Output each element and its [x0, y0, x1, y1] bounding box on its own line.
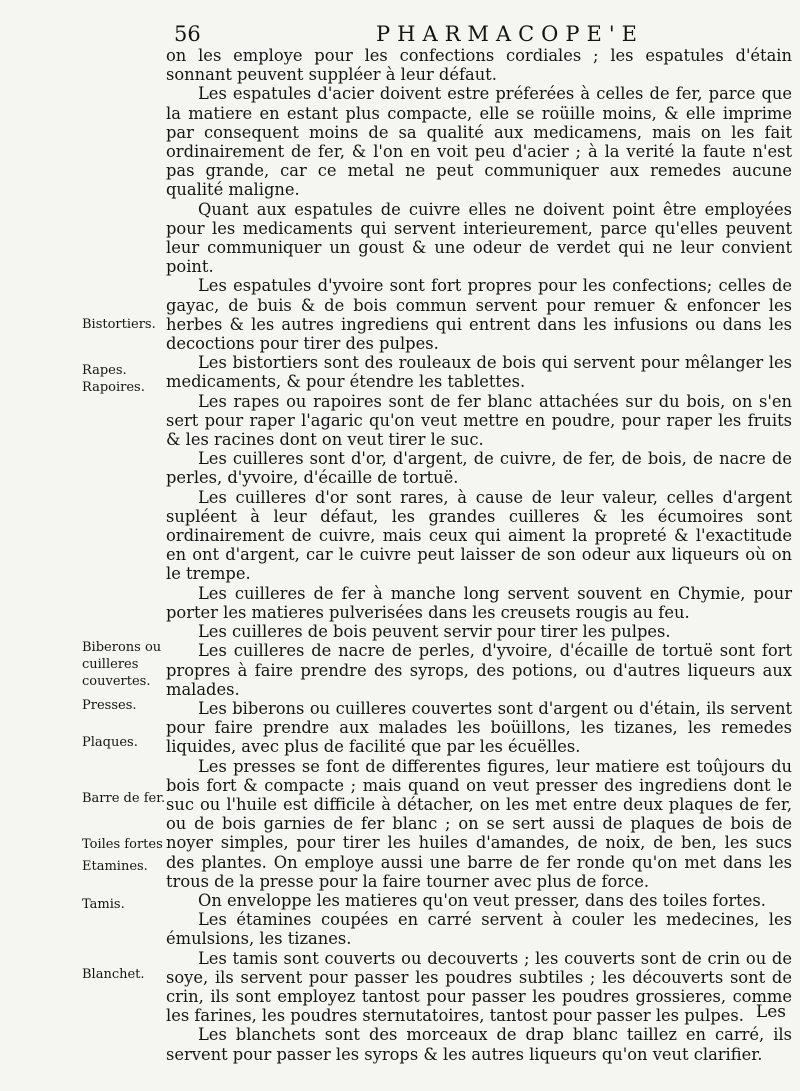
margin-note: Etamines.	[82, 859, 148, 874]
paragraph: Quant aux espatules de cuivre elles ne doivent point être employées pour les medicaments qui servent interieurement, parce qu'elles peuvent leur communiquer un goust & une odeur de verdet qui ne leur convient point.	[166, 199, 792, 277]
paragraph: Les cuilleres de nacre de perles, d'yvoire, d'écaille de tortuë sont fort propres à faire prendre des syrops, des potions, ou d'autres liqueurs aux malades.	[166, 641, 792, 699]
paragraph: Les cuilleres de fer à manche long servent souvent en Chymie, pour porter les matieres pulverisées dans les creusets rougis au feu.	[166, 583, 792, 622]
running-title: PHARMACOPE'E	[376, 22, 644, 46]
margin-note: Presses.	[82, 698, 137, 713]
page-number: 56	[174, 22, 201, 46]
paragraph: Les blanchets sont des morceaux de drap blanc taillez en carré, ils servent pour passer les syrops & les autres liqueurs qu'on veut clarifier.	[166, 1025, 792, 1064]
catchword: Les	[755, 1002, 786, 1022]
paragraph: Les bistortiers sont des rouleaux de bois qui servent pour mêlanger les medicaments, & pour étendre les tablettes.	[166, 353, 792, 392]
paragraph: Les cuilleres d'or sont rares, à cause de leur valeur, celles d'argent supléent à leur défaut, les grandes cuilleres & les écumoires sont ordinairement de cuivre, mais ceux qui aiment la propreté & l'exactitude en ont d'argent, car le cuivre peut laisser de son odeur aux liqueurs où on le trempe.	[166, 487, 792, 584]
margin-note: Barre de fer.	[82, 791, 166, 806]
margin-note: Plaques.	[82, 735, 138, 750]
paragraph: Les espatules d'acier doivent estre préferées à celles de fer, parce que la matiere en estant plus compacte, elle se roüille moins, & elle imprime par consequent moins de sa qualité aux medicamens, mais on les fait ordinairement de fer, & l'on en voit peu d'acier ; à la verité la faute n'est pas grande, car ce metal ne peut communiquer aux remedes aucune qualité maligne.	[166, 84, 792, 200]
paragraph: Les cuilleres de bois peuvent servir pour tirer les pulpes.	[198, 622, 671, 642]
paragraph: Les rapes ou rapoires sont de fer blanc attachées sur du bois, on s'en sert pour raper l'agaric qu'on veut mettre en poudre, pour raper les fruits & les racines dont on veut tirer le suc.	[166, 391, 792, 450]
main-text	[166, 46, 792, 1064]
paragraph: on les employe pour les confections cordiales ; les espatules d'étain sonnant peuvent suppléer à leur défaut.	[166, 46, 792, 85]
paragraph: Les cuilleres sont d'or, d'argent, de cuivre, de fer, de bois, de nacre de perles, d'yvoire, d'écaille de tortuë.	[166, 449, 792, 488]
paragraph: Les biberons ou cuilleres couvertes sont d'argent ou d'étain, ils servent pour faire prendre aux malades les boüillons, les tizanes, les remedes liquides, avec plus de facilité que par les écuëlles.	[166, 698, 792, 757]
margin-note: Biberons ou cuilleres couvertes.	[82, 640, 162, 689]
margin-note: Toiles fortes	[82, 837, 163, 852]
paragraph: Les tamis sont couverts ou decouverts ; les couverts sont de crin ou de soye, ils servent pour passer les poudres subtiles ; les découverts sont de crin, ils sont employez tantost pour passer les poudres grossieres, comme les farines, les poudres sternutatoires, tantost pour passer les pulpes.	[166, 948, 792, 1026]
margin-note: Tamis.	[82, 897, 125, 912]
paragraph: On enveloppe les matieres qu'on veut presser, dans des toiles fortes.	[198, 890, 766, 910]
paragraph: Les presses se font de differentes figures, leur matiere est toûjours du bois fort & compacte ; mais quand on veut presser des ingrediens dont le suc ou l'huile est difficile à détacher, on les met entre deux plaques de fer, ou de bois garnies de fer blanc ; on se sert aussi de plaques de bois de noyer simples, pour tirer les huiles d'amandes, de noix, de ben, les sucs des plantes. On employe aussi une barre de fer ronde qu'on met dans les trous de la presse pour la faire tourner avec plus de force.	[166, 756, 792, 891]
margin-note: Blanchet.	[82, 967, 145, 982]
margin-note: Rapoires.	[82, 380, 145, 395]
paragraph: Les espatules d'yvoire sont fort propres pour les confections; celles de gayac, de buis & de bois commun servent pour remuer & enfoncer les herbes & les autres ingrediens qui entrent dans les infusions ou dans les decoctions pour tirer des pulpes.	[166, 276, 792, 354]
margin-note: Bistortiers.	[82, 317, 156, 332]
paragraph: Les étamines coupées en carré servent à couler les medecines, les émulsions, les tizanes.	[166, 910, 792, 949]
margin-note: Rapes.	[82, 363, 127, 378]
